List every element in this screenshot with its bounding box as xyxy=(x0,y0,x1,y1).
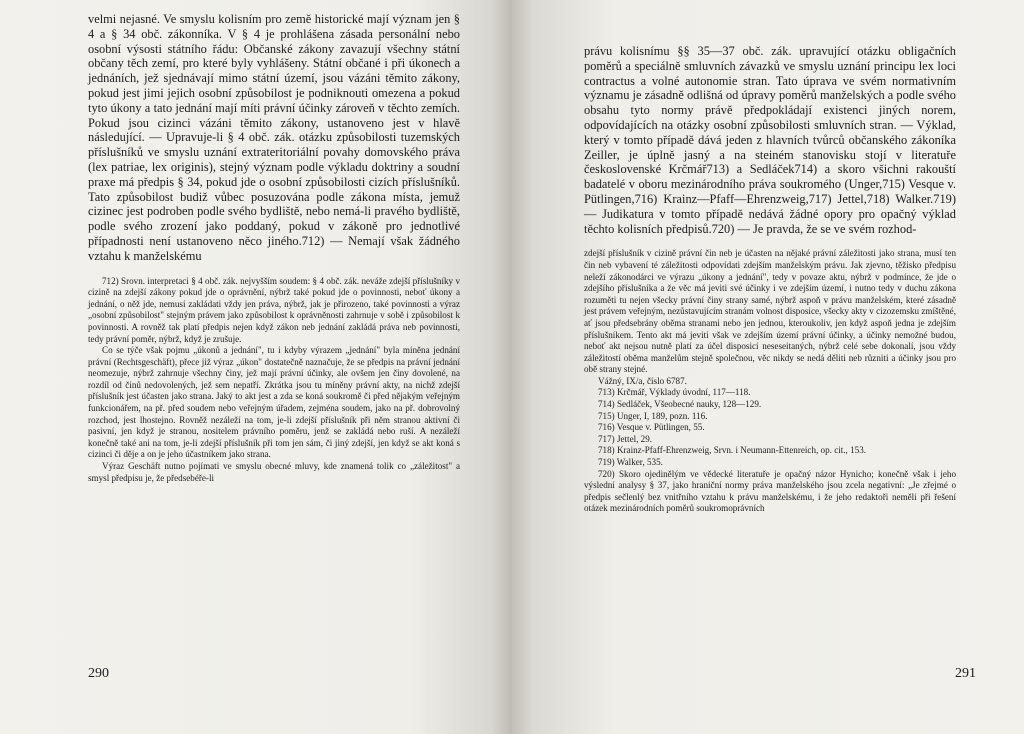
reference-item: 713) Krčmář, Výklady úvodní, 117—118. xyxy=(598,387,751,398)
reference-item: 715) Unger, I, 189, pozn. 116. xyxy=(598,410,708,421)
reference-item: 716) Vesque v. Pütlingen, 55. xyxy=(598,422,705,433)
left-page-number: 290 xyxy=(88,666,109,681)
right-body-text xyxy=(584,44,956,236)
reference-item: 718) Krainz-Pfaff-Ehrenzweig, Srvn. i Neumann-Ettenreich, op. cit., 153. xyxy=(598,445,867,456)
footnote-712-continued: zdejší příslušník v cizině právní čin neb je účasten na nějaké právní záležitosti jako strana, musí ten čin neb vybavení té záležitosti odpovídati zdejším manželským právu. Jak zjevno, těžisko předpisu neleží zákonodárci ve výrazu „úkony a jednání", tedy v povaze aktu, nýbrž v podmínce, že jde o zdejšího příslušníka a že věc má jeviti své účinky i ve zdejším území, i nutno tedy v duchu zákona rozuměti tu nejen všecky právní činy strany samé, nýbrž aspoň v právu manželském, které zásadně jest právem veřejným, nezůstavujícím stranám volnost disposice, všecky akty v cizozemsku zmíštěné, ať jsou předsebrány oběma stranami nebo jen jednou, kteroukoliv, jen když aspoň jedna je zdejším příslušníkem. Tento akt má jeviti však ve zdejším území právní účinky, a účinky nemožné budou, neboť akt nejsou nutně platí za účel disposicí neseseitaných, nýbrž celé sebe dokonalí, jsou vždy záležitostí oběma manželům stejně společnou, věc nikdy se nedá děliti neb různiti a účinky jsou pro obě strany stejné. xyxy=(584,248,956,375)
right-page xyxy=(512,0,1024,734)
left-column xyxy=(88,12,460,484)
reference-item: 719) Walker, 535. xyxy=(598,457,663,468)
left-body-paragraph: velmi nejasné. Ve smyslu kolisním pro země historické mají význam jen § 4 a § 34 obč. zákonníka. V § 4 je prohlášena zásada personální nebo osobní výsosti státního řádu: Občanské zákony zavazují všechny státní občany těch zemí, pro které byly vyhlášeny. Státní občané i při úkonech a jednáních, jež sjednávají mimo státní území, jsou vázáni těmito zákony, pokud jest jimi jejich osobní způsobilost je podniknouti omezena a pokud tyto úkony a tato jednání mají míti právní účinky zároveň v těchto zemích. Pokud jsou cizinci vázáni těmito zákony, ustanoveno jest v hlavě následující. — Upravuje-li § 4 obč. zák. otázku způsobilosti tuzemských příslušníků ve smyslu uznání extrateritoriální povahy domovského práva (lex patriae, lex originis), stejný význam podle výkladu doktriny a soudní praxe má předpis § 34, pokud jde o osobní způsobilosti cizích příslušníků. Tato způsobilost budiž vůbec posuzována podle zákona místa, jemuž cizinec jest podroben podle svého bydliště, nebo nemá-li pravého bydliště, podle svého zrození jako poddaný, pokud v zákoně pro jednotlivé případnosti není ustanoveno něco jiného.712) — Nemají však žádného vztahu k manželskému xyxy=(88,12,460,263)
right-column xyxy=(584,44,956,515)
footnote-references xyxy=(584,376,956,515)
reference-item: 720) Skoro ojedinělým ve vědecké literatuře je opačný názor Hynicho; konečně však i jeho výslední analysy § 37, jako hraniční normy práva manželského jsou zcela negativní: „Je zřejmé o předpis sečlenlý bez vnitřního vztahu k právu manželskému, i že jeho redaktoři neměli při řešení otázek mezinárodních poměrů soukromoprávních xyxy=(584,468,956,514)
footnote-712-part-2: Co se týče však pojmu „úkonů a jednání", tu i kdyby výrazem „jednání" byla míněna jednání právní (Rechtsgeschäft), přece již výraz „úkon" dostatečně naznačuje, že se předpis na právní jednání neomezuje, nýbrž zahrnuje všechny činy, jež mají právní účinky, ale ovšem jen činy dovolené, na rozdíl od činů nedovolených, jež sem nepatří. Zkrátka jsou tu míněny právní akty, na nichž zdejší příslušník jest účasten jako strana. Jaký to akt jest a zda se koná soukromě či před nějakým veřejným funkcionářem, na př. před soudem nebo veřejným úřadem, zejména soudem, jako na př. dobrovolný rozchod, jest lhostejno. Rovněž nezáleží na tom, je-li zdejší příslušník při něm stranou aktivní či pasivní, jen když je stranou, nositelem právního poměru, jenž se zakládá nebo ruší. A nezáleží konečně také ani na tom, je-li zdejší příslušník při tom jen sám, či jiný zdejší, jen když se akt koná s cizinci či děje a on je jeho účastníkem jako strana. xyxy=(88,345,460,460)
footnote-712: 712) Srovn. interpretaci § 4 obč. zák. nejvyšším soudem: § 4 obč. zák. neváže zdejší příslušníky v cizině na zdejší zákony pokud jde o oprávnění, nýbrž také pokud jde o povinnosti, neboť úkony a jednání, o něž jde, nemusí zakládati vždy jen práva, nýbrž, jak je přirozeno, také povinnosti a výraz „osobní způsobilost" stejným právem jako způsobilost k oprávněnosti zahrnuje v sobě i způsobilost k povinnosti. A rovněž tak platí předpis nejen když zákon neb jednání zakládá práva neb povinnosti, tedy právní poměr, nýbrž, když je zrušuje. xyxy=(88,275,460,344)
right-page-number: 291 xyxy=(955,666,976,681)
left-footnotes xyxy=(88,276,460,485)
reference-item: 717) Jettel, 29. xyxy=(598,433,653,444)
right-footnotes xyxy=(584,248,956,515)
footnote-712-part-3: Výraz Geschäft nutno pojímati ve smyslu obecné mluvy, kde znamená tolik co „záležitost" a smysl předpisu je, že předsebéře-li xyxy=(88,461,460,483)
reference-item: 714) Sedláček, Všeobecné nauky, 128—129. xyxy=(598,399,762,410)
reference-item: Vážný, IX/a, číslo 6787. xyxy=(598,375,687,386)
right-body-paragraph: právu kolisnímu §§ 35—37 obč. zák. upravující otázku obligačních poměrů a speciálně smluvních závazků ve smyslu uznání principu lex loci contractus a volné autonomie stran. Tato úprava ve svém normativním významu je zásadně odlišná od úpravy poměrů manželských a podle svého obsahu tyto normy právě předpokládají existenci jiných norem, odpovídajících na otázky osobní způsobilosti smluvních stran. — Výklad, který v tomto případě dává jeden z hlavních tvůrců občanského zákoníka Zeiller, je úplně jasný a na steiném stanovisku stojí v literatuře československé Krčmář713) a Sedláček714) a skoro všichni rakouští badatelé v oboru mezinárodního práva soukromého (Unger,715) Vesque v. Pütlingen,716) Krainz—Pfaff—Ehrenzweig,717) Jettel,718) Walker.719) — Judikatura v tomto případě nedává žádné opory pro opačný výklad těchto kolisních předpisů.720) — Je pravda, že se ve svém rozhod- xyxy=(584,44,956,236)
left-body-text xyxy=(88,12,460,264)
